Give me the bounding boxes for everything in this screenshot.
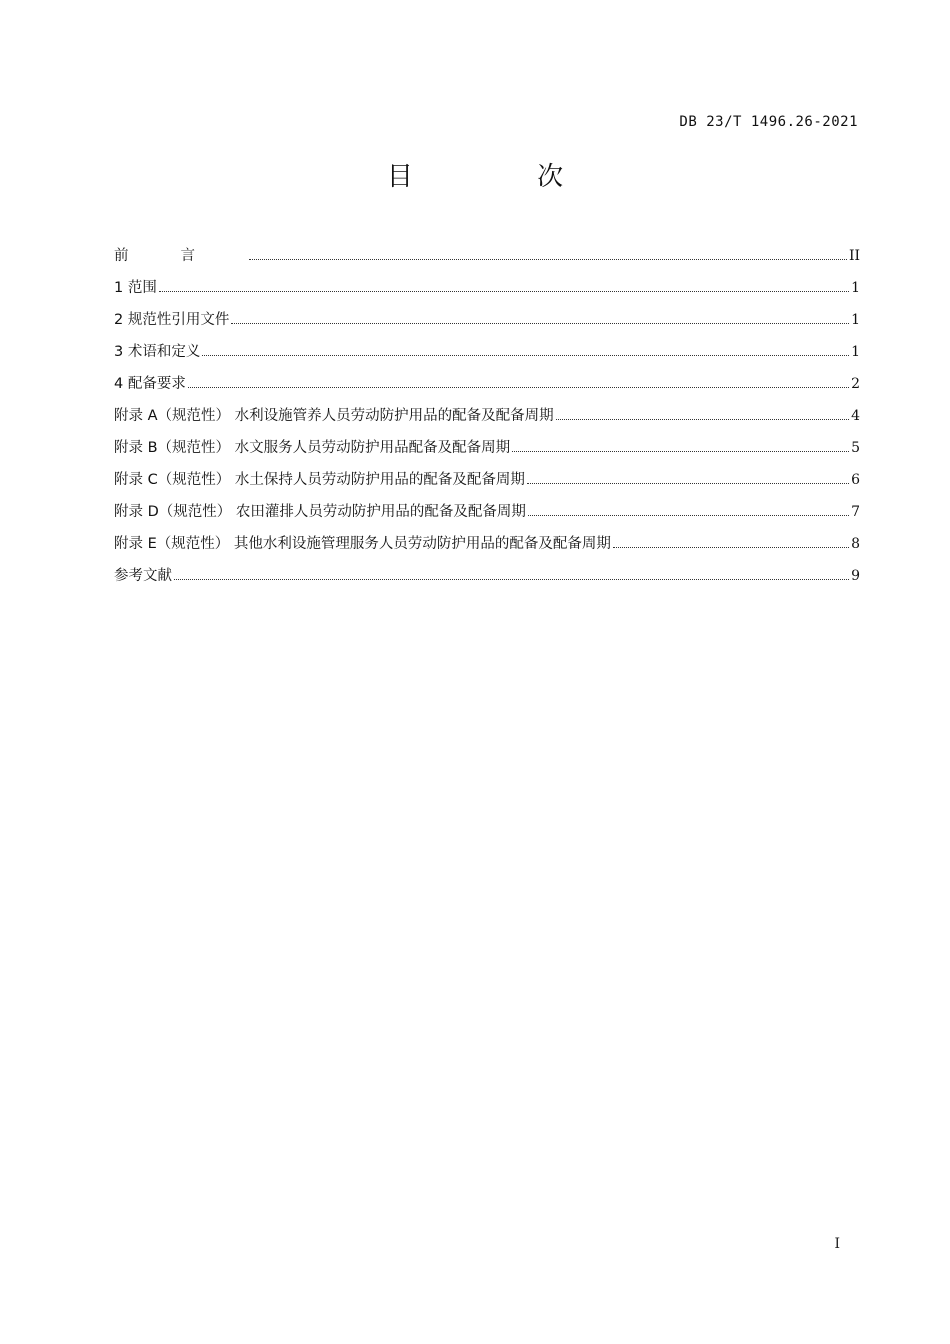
toc-entry-page: II xyxy=(848,248,860,264)
toc-entry-label: 2 规范性引用文件 xyxy=(114,312,230,328)
toc-entry-annex-a[interactable] xyxy=(114,404,860,436)
toc-entry-label: 附录 E（规范性） 其他水利设施管理服务人员劳动防护用品的配备及配备周期 xyxy=(114,536,611,552)
toc-entry-foreword[interactable] xyxy=(114,244,860,276)
toc-entry-page: 1 xyxy=(851,344,860,360)
toc-entry-page: 9 xyxy=(851,568,860,584)
page-number: I xyxy=(834,1236,840,1252)
toc-entry-page: 8 xyxy=(851,536,860,552)
toc-dot-leader xyxy=(528,515,849,516)
toc-entry-label: 4 配备要求 xyxy=(114,376,186,392)
toc-entry-requirements[interactable] xyxy=(114,372,860,404)
toc-entry-label: 附录 D（规范性） 农田灌排人员劳动防护用品的配备及配备周期 xyxy=(114,504,526,520)
toc-entry-annex-d[interactable] xyxy=(114,500,860,532)
toc-entry-label: 1 范围 xyxy=(114,280,157,296)
toc-dot-leader xyxy=(188,387,849,388)
toc-entry-label: 3 术语和定义 xyxy=(114,344,201,360)
toc-entry-normative-references[interactable] xyxy=(114,308,860,340)
toc-entry-annex-e[interactable] xyxy=(114,532,860,564)
toc-dot-leader xyxy=(512,451,849,452)
toc-entry-label: 附录 C（规范性） 水土保持人员劳动防护用品的配备及配备周期 xyxy=(114,472,525,488)
toc-entry-annex-c[interactable] xyxy=(114,468,860,500)
toc-dot-leader xyxy=(174,579,849,580)
page-title: 目 次 xyxy=(386,162,622,192)
toc-dot-leader xyxy=(527,483,849,484)
toc-dot-leader xyxy=(613,547,849,548)
toc-entry-label: 附录 A（规范性） 水利设施管养人员劳动防护用品的配备及配备周期 xyxy=(114,408,554,424)
toc-entry-page: 2 xyxy=(851,376,860,392)
toc-dot-leader xyxy=(231,323,849,324)
toc-entry-page: 1 xyxy=(851,312,860,328)
standard-code: DB 23/T 1496.26-2021 xyxy=(679,114,858,130)
toc-entry-annex-b[interactable] xyxy=(114,436,860,468)
table-of-contents xyxy=(114,244,860,596)
toc-entry-page: 4 xyxy=(851,408,860,424)
toc-entry-page: 6 xyxy=(851,472,860,488)
toc-entry-label: 附录 B（规范性） 水文服务人员劳动防护用品配备及配备周期 xyxy=(114,440,511,456)
toc-entry-page: 7 xyxy=(851,504,860,520)
toc-entry-label: 前言 xyxy=(114,248,247,264)
toc-entry-scope[interactable] xyxy=(114,276,860,308)
toc-entry-bibliography[interactable] xyxy=(114,564,860,596)
toc-dot-leader xyxy=(159,291,849,292)
toc-dot-leader xyxy=(249,259,847,260)
toc-entry-label: 参考文献 xyxy=(114,568,172,584)
toc-entry-page: 1 xyxy=(851,280,860,296)
toc-dot-leader xyxy=(556,419,849,420)
toc-dot-leader xyxy=(202,355,849,356)
toc-entry-page: 5 xyxy=(851,440,860,456)
toc-entry-terms-definitions[interactable] xyxy=(114,340,860,372)
